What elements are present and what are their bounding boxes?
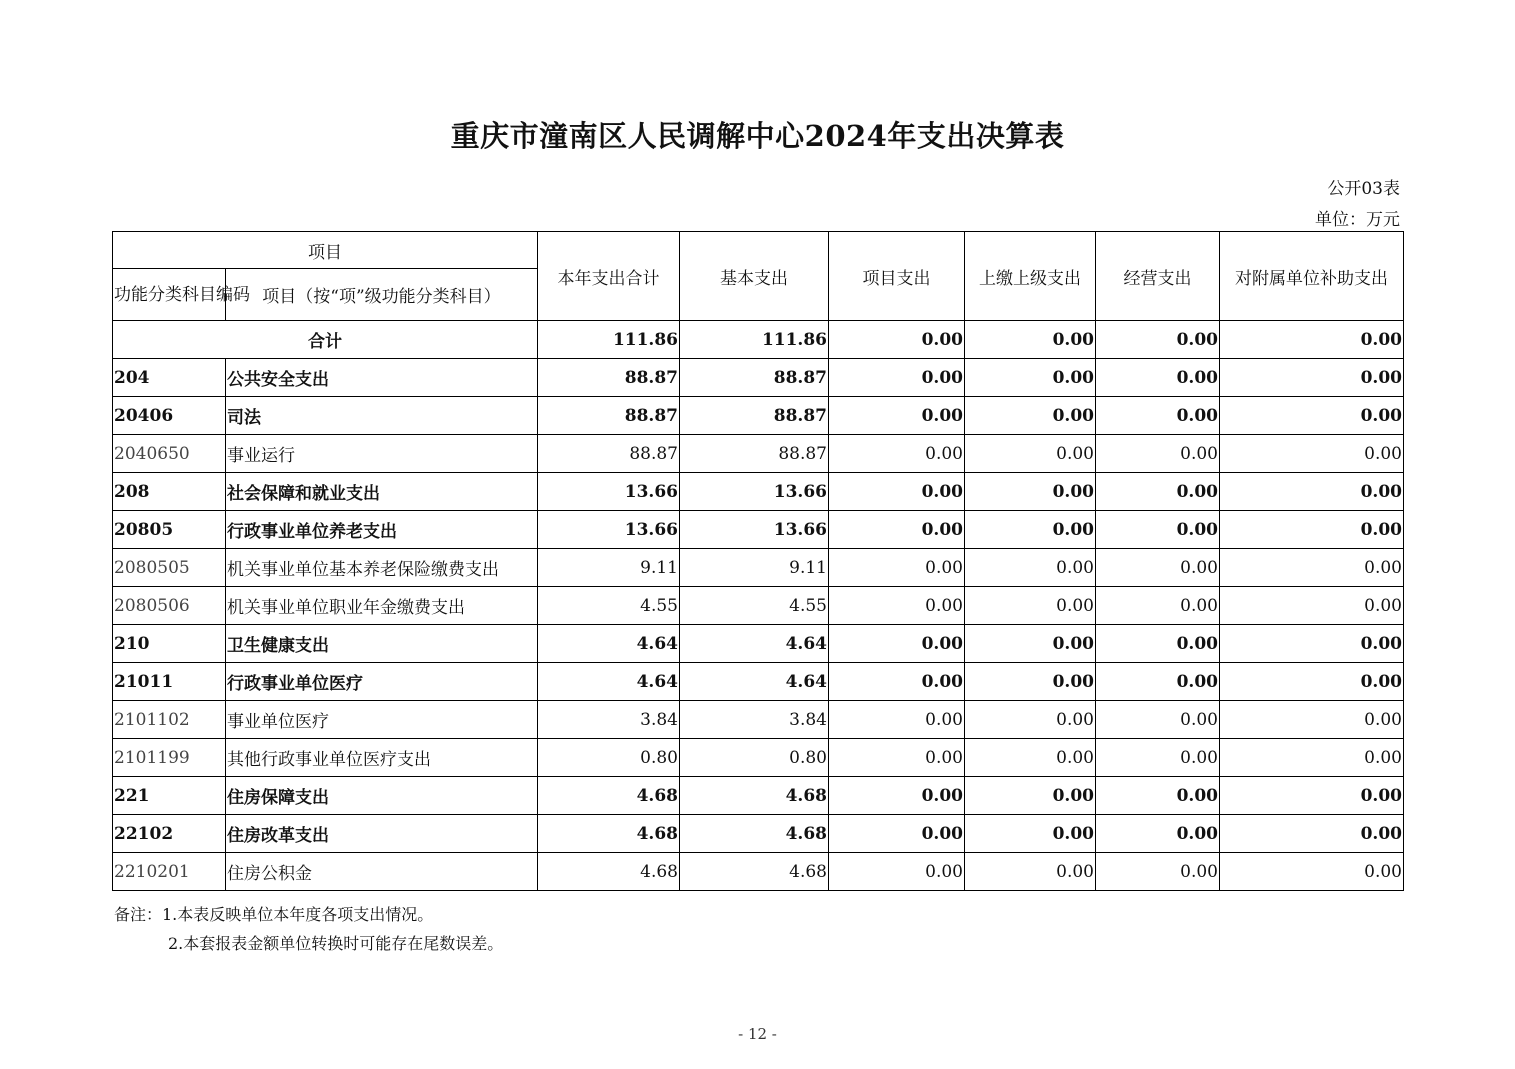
table-row bbox=[113, 473, 1404, 511]
table-row bbox=[113, 511, 1404, 549]
header-code: 功能分类科目编码 bbox=[113, 269, 226, 321]
table-row bbox=[113, 625, 1404, 663]
basic-cell: 4.55 bbox=[680, 587, 829, 625]
project-cell: 0.00 bbox=[829, 435, 965, 473]
total-cell: 0.80 bbox=[538, 739, 680, 777]
name-cell: 机关事业单位基本养老保险缴费支出 bbox=[226, 549, 538, 587]
name-cell: 社会保障和就业支出 bbox=[226, 473, 538, 511]
table-number: 公开03表 bbox=[1327, 179, 1400, 199]
project-cell: 0.00 bbox=[829, 663, 965, 701]
basic-cell: 4.68 bbox=[680, 853, 829, 891]
name-cell: 事业运行 bbox=[226, 435, 538, 473]
business-cell: 0.00 bbox=[1096, 625, 1220, 663]
note-2: 2.本套报表金额单位转换时可能存在尾数误差。 bbox=[168, 934, 504, 953]
business-cell: 0.00 bbox=[1096, 321, 1220, 359]
project-cell: 0.00 bbox=[829, 815, 965, 853]
code-cell: 2080505 bbox=[113, 549, 226, 587]
total-cell: 4.68 bbox=[538, 853, 680, 891]
basic-cell: 88.87 bbox=[680, 435, 829, 473]
header-business: 经营支出 bbox=[1096, 232, 1220, 321]
business-cell: 0.00 bbox=[1096, 511, 1220, 549]
subsidy-cell: 0.00 bbox=[1220, 739, 1404, 777]
basic-cell: 4.64 bbox=[680, 625, 829, 663]
subsidy-cell: 0.00 bbox=[1220, 815, 1404, 853]
name-cell: 行政事业单位养老支出 bbox=[226, 511, 538, 549]
page-number: - 12 - bbox=[738, 1025, 777, 1043]
table-row bbox=[113, 701, 1404, 739]
code-cell: 22102 bbox=[113, 815, 226, 853]
project-cell: 0.00 bbox=[829, 549, 965, 587]
header-subsidy: 对附属单位补助支出 bbox=[1220, 232, 1404, 321]
upper-cell: 0.00 bbox=[965, 549, 1096, 587]
project-cell: 0.00 bbox=[829, 739, 965, 777]
business-cell: 0.00 bbox=[1096, 549, 1220, 587]
subsidy-cell: 0.00 bbox=[1220, 853, 1404, 891]
code-cell: 208 bbox=[113, 473, 226, 511]
name-cell: 其他行政事业单位医疗支出 bbox=[226, 739, 538, 777]
name-cell: 行政事业单位医疗 bbox=[226, 663, 538, 701]
code-cell: 2210201 bbox=[113, 853, 226, 891]
basic-cell: 4.68 bbox=[680, 815, 829, 853]
subsidy-cell: 0.00 bbox=[1220, 663, 1404, 701]
basic-cell: 88.87 bbox=[680, 397, 829, 435]
total-cell: 9.11 bbox=[538, 549, 680, 587]
business-cell: 0.00 bbox=[1096, 853, 1220, 891]
project-cell: 0.00 bbox=[829, 701, 965, 739]
project-cell: 0.00 bbox=[829, 625, 965, 663]
total-cell: 4.55 bbox=[538, 587, 680, 625]
business-cell: 0.00 bbox=[1096, 397, 1220, 435]
total-cell: 3.84 bbox=[538, 701, 680, 739]
upper-cell: 0.00 bbox=[965, 397, 1096, 435]
total-cell: 88.87 bbox=[538, 435, 680, 473]
subsidy-cell: 0.00 bbox=[1220, 397, 1404, 435]
business-cell: 0.00 bbox=[1096, 663, 1220, 701]
total-cell: 4.68 bbox=[538, 815, 680, 853]
code-cell: 2101199 bbox=[113, 739, 226, 777]
code-cell: 2040650 bbox=[113, 435, 226, 473]
upper-cell: 0.00 bbox=[965, 663, 1096, 701]
code-cell: 210 bbox=[113, 625, 226, 663]
basic-cell: 9.11 bbox=[680, 549, 829, 587]
table-row bbox=[113, 777, 1404, 815]
subsidy-cell: 0.00 bbox=[1220, 359, 1404, 397]
total-cell: 4.64 bbox=[538, 663, 680, 701]
business-cell: 0.00 bbox=[1096, 473, 1220, 511]
upper-cell: 0.00 bbox=[965, 473, 1096, 511]
business-cell: 0.00 bbox=[1096, 359, 1220, 397]
table-row bbox=[113, 549, 1404, 587]
total-cell: 88.87 bbox=[538, 359, 680, 397]
basic-cell: 88.87 bbox=[680, 359, 829, 397]
upper-cell: 0.00 bbox=[965, 435, 1096, 473]
upper-cell: 0.00 bbox=[965, 739, 1096, 777]
header-item: 项目 bbox=[113, 232, 538, 269]
code-cell: 20805 bbox=[113, 511, 226, 549]
subsidy-cell: 0.00 bbox=[1220, 625, 1404, 663]
code-cell: 2101102 bbox=[113, 701, 226, 739]
table-row bbox=[113, 435, 1404, 473]
table-row bbox=[113, 397, 1404, 435]
header-upper: 上缴上级支出 bbox=[965, 232, 1096, 321]
table-row bbox=[113, 853, 1404, 891]
business-cell: 0.00 bbox=[1096, 701, 1220, 739]
upper-cell: 0.00 bbox=[965, 321, 1096, 359]
name-cell: 事业单位医疗 bbox=[226, 701, 538, 739]
project-cell: 0.00 bbox=[829, 587, 965, 625]
page-title: 重庆市潼南区人民调解中心2024年支出决算表 bbox=[450, 119, 1065, 153]
code-cell: 21011 bbox=[113, 663, 226, 701]
unit-label: 单位：万元 bbox=[1315, 210, 1400, 230]
name-cell: 卫生健康支出 bbox=[226, 625, 538, 663]
business-cell: 0.00 bbox=[1096, 435, 1220, 473]
code-cell: 20406 bbox=[113, 397, 226, 435]
business-cell: 0.00 bbox=[1096, 777, 1220, 815]
subsidy-cell: 0.00 bbox=[1220, 549, 1404, 587]
upper-cell: 0.00 bbox=[965, 853, 1096, 891]
total-cell: 4.68 bbox=[538, 777, 680, 815]
table-row bbox=[113, 359, 1404, 397]
total-cell: 13.66 bbox=[538, 511, 680, 549]
subsidy-cell: 0.00 bbox=[1220, 321, 1404, 359]
project-cell: 0.00 bbox=[829, 359, 965, 397]
subsidy-cell: 0.00 bbox=[1220, 473, 1404, 511]
total-cell: 111.86 bbox=[538, 321, 680, 359]
table-row bbox=[113, 587, 1404, 625]
project-cell: 0.00 bbox=[829, 321, 965, 359]
header-project: 项目支出 bbox=[829, 232, 965, 321]
basic-cell: 4.68 bbox=[680, 777, 829, 815]
project-cell: 0.00 bbox=[829, 853, 965, 891]
code-cell: 2080506 bbox=[113, 587, 226, 625]
name-cell: 住房改革支出 bbox=[226, 815, 538, 853]
business-cell: 0.00 bbox=[1096, 815, 1220, 853]
subsidy-cell: 0.00 bbox=[1220, 701, 1404, 739]
total-label: 合计 bbox=[113, 321, 538, 359]
name-cell: 公共安全支出 bbox=[226, 359, 538, 397]
subsidy-cell: 0.00 bbox=[1220, 435, 1404, 473]
total-cell: 13.66 bbox=[538, 473, 680, 511]
upper-cell: 0.00 bbox=[965, 359, 1096, 397]
total-cell: 4.64 bbox=[538, 625, 680, 663]
upper-cell: 0.00 bbox=[965, 701, 1096, 739]
header-total: 本年支出合计 bbox=[538, 232, 680, 321]
table-row bbox=[113, 815, 1404, 853]
name-cell: 机关事业单位职业年金缴费支出 bbox=[226, 587, 538, 625]
name-cell: 住房公积金 bbox=[226, 853, 538, 891]
code-cell: 221 bbox=[113, 777, 226, 815]
total-row bbox=[113, 321, 1404, 359]
upper-cell: 0.00 bbox=[965, 815, 1096, 853]
header-basic: 基本支出 bbox=[680, 232, 829, 321]
name-cell: 司法 bbox=[226, 397, 538, 435]
basic-cell: 13.66 bbox=[680, 473, 829, 511]
subsidy-cell: 0.00 bbox=[1220, 511, 1404, 549]
upper-cell: 0.00 bbox=[965, 625, 1096, 663]
project-cell: 0.00 bbox=[829, 397, 965, 435]
upper-cell: 0.00 bbox=[965, 511, 1096, 549]
basic-cell: 0.80 bbox=[680, 739, 829, 777]
basic-cell: 13.66 bbox=[680, 511, 829, 549]
table-row bbox=[113, 739, 1404, 777]
business-cell: 0.00 bbox=[1096, 587, 1220, 625]
name-cell: 住房保障支出 bbox=[226, 777, 538, 815]
upper-cell: 0.00 bbox=[965, 587, 1096, 625]
basic-cell: 3.84 bbox=[680, 701, 829, 739]
project-cell: 0.00 bbox=[829, 777, 965, 815]
total-cell: 88.87 bbox=[538, 397, 680, 435]
expenditure-table bbox=[112, 231, 1404, 891]
header-name: 项目（按“项”级功能分类科目） bbox=[226, 269, 538, 321]
project-cell: 0.00 bbox=[829, 473, 965, 511]
subsidy-cell: 0.00 bbox=[1220, 777, 1404, 815]
code-cell: 204 bbox=[113, 359, 226, 397]
project-cell: 0.00 bbox=[829, 511, 965, 549]
upper-cell: 0.00 bbox=[965, 777, 1096, 815]
basic-cell: 4.64 bbox=[680, 663, 829, 701]
note-1: 备注：1.本表反映单位本年度各项支出情况。 bbox=[114, 905, 434, 924]
business-cell: 0.00 bbox=[1096, 739, 1220, 777]
basic-cell: 111.86 bbox=[680, 321, 829, 359]
subsidy-cell: 0.00 bbox=[1220, 587, 1404, 625]
table-row bbox=[113, 663, 1404, 701]
